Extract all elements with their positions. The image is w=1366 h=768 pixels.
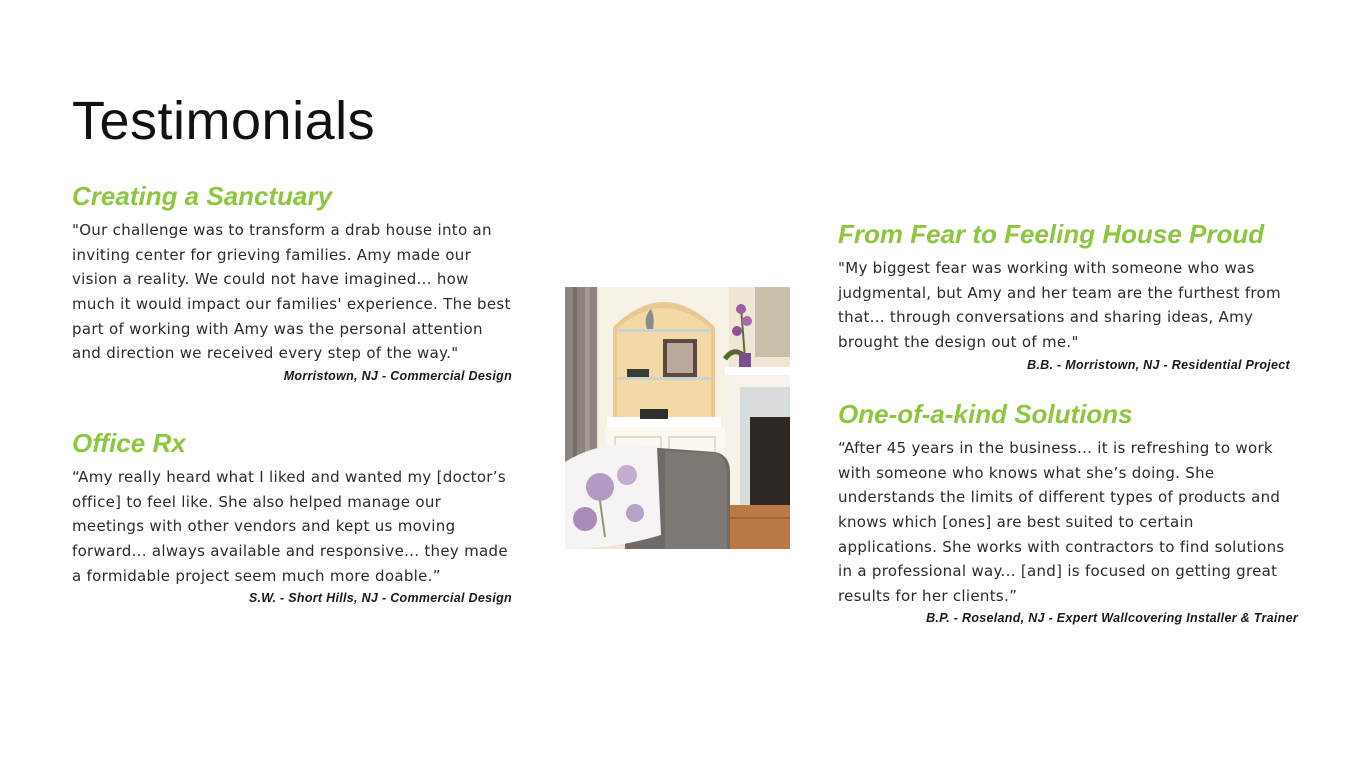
testimonial-from-fear-to-feeling-house-proud xyxy=(838,219,1290,372)
testimonial-attribution: B.B. - Morristown, NJ - Residential Project xyxy=(1027,357,1290,372)
testimonial-quote: "Our challenge was to transform a drab house into an inviting center for grieving families. Amy made our vision a reality. We could not have imagined... how much it would impact our families' experience. The best part of working with Amy was the personal attention and direction we received every step of the way." xyxy=(72,221,511,363)
testimonial-quote: “Amy really heard what I liked and wanted my [doctor’s office] to feel like. She also helped manage our meetings with other vendors and kept us moving forward... always available and responsive... they made a formidable project seem much more doable.” xyxy=(72,468,508,585)
testimonial-attribution: Morristown, NJ - Commercial Design xyxy=(283,368,512,383)
testimonial-creating-a-sanctuary xyxy=(72,181,512,383)
testimonial-heading: One-of-a-kind Solutions xyxy=(838,399,1133,429)
testimonial-heading: From Fear to Feeling House Proud xyxy=(838,219,1265,249)
interior-photo xyxy=(565,287,790,549)
testimonial-heading: Creating a Sanctuary xyxy=(72,181,333,211)
testimonial-office-rx xyxy=(72,428,512,605)
testimonial-one-of-a-kind-solutions xyxy=(838,399,1298,625)
testimonial-heading: Office Rx xyxy=(72,428,186,458)
testimonial-quote: "My biggest fear was working with someone who was judgmental, but Amy and her team are the furthest from that... through conversations and sharing ideas, Amy brought the design out of me." xyxy=(838,259,1281,351)
testimonial-attribution: S.W. - Short Hills, NJ - Commercial Design xyxy=(248,591,512,606)
page-title: Testimonials xyxy=(72,91,376,151)
testimonial-quote: “After 45 years in the business... it is refreshing to work with someone who knows what she’s doing. She understands the limits of different types of products and knows which [ones] are best suited to certain applications. She works with contractors to find solutions in a professional way... [and] is focused on getting great results for her clients.” xyxy=(838,439,1285,605)
testimonial-attribution: B.P. - Roseland, NJ - Expert Wallcovering Installer & Trainer xyxy=(926,611,1298,626)
